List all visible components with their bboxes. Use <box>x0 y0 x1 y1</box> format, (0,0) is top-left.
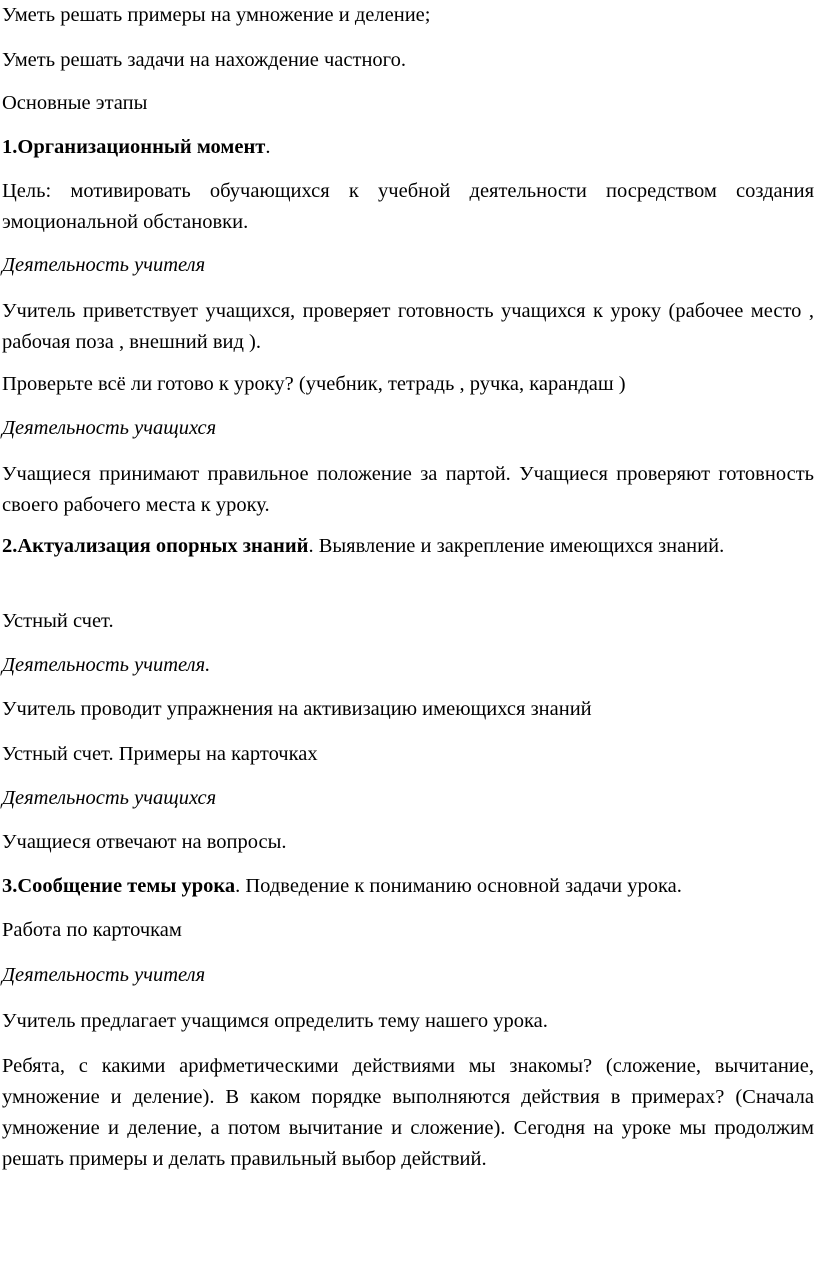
stage2-students-label: Деятельность учащихся <box>2 787 217 809</box>
stage3-heading <box>2 871 814 902</box>
stage1-students-label: Деятельность учащихся <box>2 417 217 439</box>
stage1-title: 1.Организационный момент <box>2 136 266 158</box>
stage1-goal: Цель: мотивировать обучающихся к учебной деятельности посредством создания эмоциональной обстановки. <box>2 180 814 233</box>
stage2-title: .Актуализация опорных знаний <box>12 535 309 557</box>
stage1-teacher-text: Учитель приветствует учащихся, проверяет готовность учащихся к уроку (рабочее место , рабочая поза , внешний вид ). <box>2 300 814 353</box>
stage1-heading <box>2 132 814 163</box>
stage3-teacher-label: Деятельность учителя <box>2 964 206 986</box>
stage1-students-text: Учащиеся принимают правильное положение за партой. Учащиеся проверяют готовность своего рабочего места к уроку. <box>2 463 814 516</box>
goal-line-1: Уметь решать примеры на умножение и деление; <box>2 4 431 26</box>
goal-line-2: Уметь решать задачи на нахождение частного. <box>2 49 406 71</box>
stage3-teacher-text: Учитель предлагает учащимся определить тему нашего урока. <box>2 1010 548 1032</box>
stage3-cards-work: Работа по карточкам <box>2 919 182 941</box>
stage2-examples: Устный счет. Примеры на карточках <box>2 743 318 765</box>
stage2-number: 2 <box>2 535 13 557</box>
stage2-teacher-text: Учитель проводит упражнения на активизацию имеющихся знаний <box>2 698 592 720</box>
stage1-question: Проверьте всё ли готово к уроку? (учебник, тетрадь , ручка, карандаш ) <box>2 373 626 395</box>
stage1-title-tail: . <box>265 136 271 158</box>
stage3-dialogue: Ребята, с какими арифметическими действиями мы знакомы? (сложение, вычитание, умножение и деление). В каком порядке выполняются действия в примерах? (Сначала умножение и деление, а потом вычитание и сложение). Сегодня на уроке мы продолжим решать примеры и делать правильный выбор действий. <box>2 1055 814 1170</box>
stage2-teacher-label: Деятельность учителя. <box>2 654 211 676</box>
stage1-teacher-label: Деятельность учителя <box>2 254 206 276</box>
stage2-heading <box>2 531 814 562</box>
stage2-oral-count: Устный счет. <box>2 610 114 632</box>
stage3-tail: . Подведение к пониманию основной задачи урока. <box>235 875 682 897</box>
stages-heading: Основные этапы <box>2 92 148 114</box>
stage2-students-text: Учащиеся отвечают на вопросы. <box>2 831 287 853</box>
stage3-title: 3.Сообщение темы урока <box>2 875 236 897</box>
stage2-tail: . Выявление и закрепление имеющихся знаний. <box>308 535 725 557</box>
